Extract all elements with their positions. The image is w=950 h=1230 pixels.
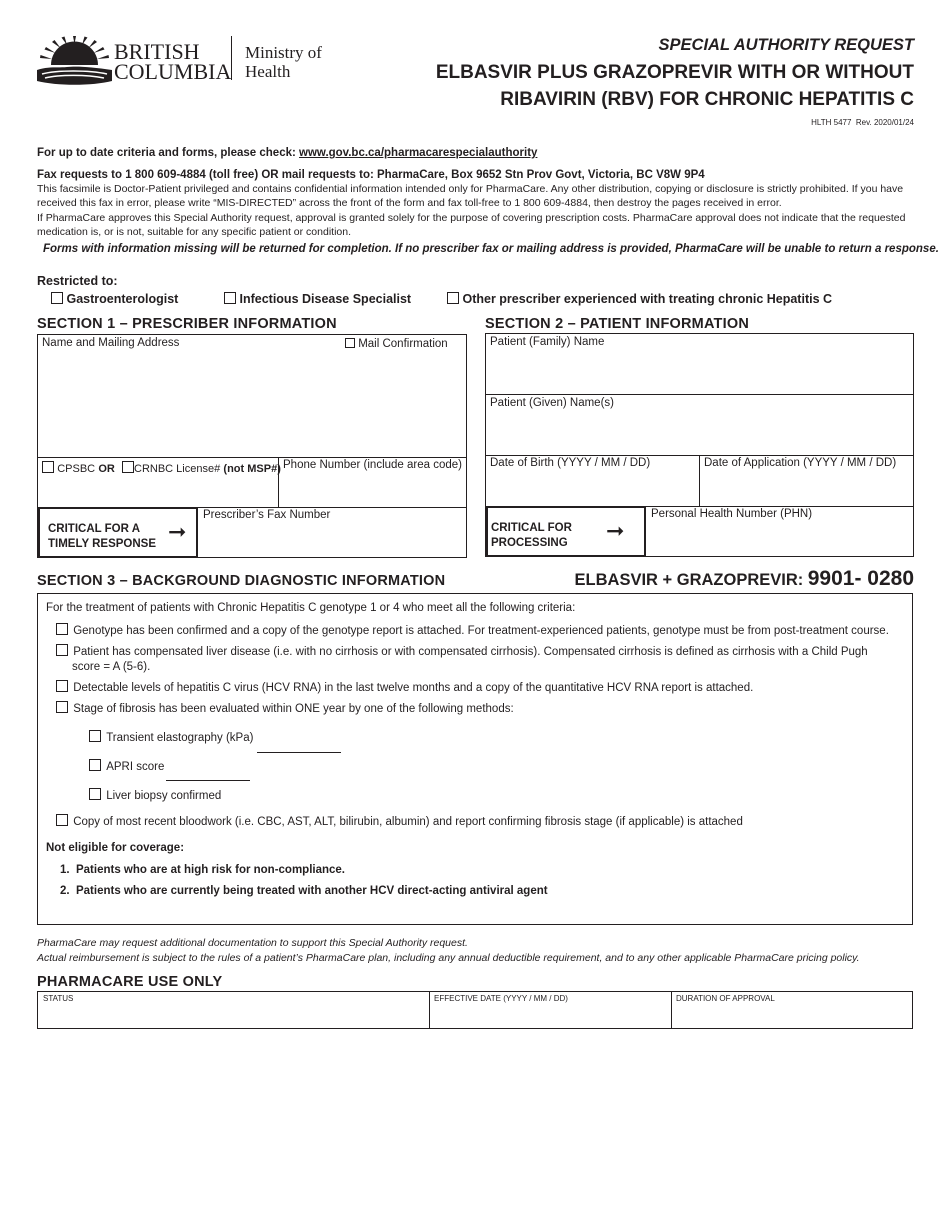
- section3-title: SECTION 3 – BACKGROUND DIAGNOSTIC INFORMATION: [37, 573, 446, 589]
- critical-processing: [486, 506, 646, 557]
- criterion-text-cont: score = A (5-6).: [72, 661, 151, 673]
- method-apri-score[interactable]: [89, 759, 164, 773]
- privacy-notice: [37, 183, 917, 210]
- criteria-link[interactable]: www.gov.bc.ca/pharmacarespecialauthority: [299, 147, 538, 159]
- duration-label: DURATION OF APPROVAL: [676, 994, 775, 1003]
- divider: [671, 992, 672, 1028]
- item-number: 2.: [60, 885, 70, 897]
- date-application-label: Date of Application (YYYY / MM / DD): [704, 457, 897, 469]
- criterion-text: Patient has compensated liver disease (i.e. with no cirrhosis or with compensated cirrhosis). Compensated cirrhosis is defined as cirrhosis with a Child Pugh: [73, 646, 868, 658]
- given-names-label: Patient (Given) Name(s): [490, 397, 614, 409]
- pharmacare-use-table: [37, 991, 913, 1029]
- criteria-intro: For the treatment of patients with Chronic Hepatitis C genotype 1 or 4 who meet all the following criteria:: [46, 602, 576, 614]
- criteria-prefix: For up to date criteria and forms, please check:: [37, 147, 296, 159]
- restricted-option-infectious-disease[interactable]: [224, 292, 411, 306]
- critical-line-1: CRITICAL FOR A: [48, 523, 140, 535]
- restricted-label: Restricted to:: [37, 274, 118, 288]
- drug-name: ELBASVIR + GRAZOPREVIR:: [574, 571, 804, 589]
- missing-info-warning: Forms with information missing will be returned for completion. If no prescriber fax or mailing address is provided, PharmaCare will be unable to return a response.: [43, 243, 939, 255]
- logo-divider: [231, 36, 232, 80]
- checkbox[interactable]: [56, 701, 68, 713]
- method-text: Transient elastography (kPa): [106, 732, 254, 744]
- form-number: HLTH 5477: [811, 118, 852, 127]
- status-label: STATUS: [43, 994, 74, 1003]
- item-text: Patients who are currently being treated with another HCV direct-acting antiviral agent: [75, 885, 548, 897]
- restricted-option-gastroenterologist[interactable]: [51, 292, 178, 306]
- checkbox[interactable]: [56, 814, 68, 826]
- form-title-line-1: ELBASVIR PLUS GRAZOPREVIR WITH OR WITHOUT: [435, 62, 914, 83]
- method-text: APRI score: [106, 761, 165, 773]
- critical-timely-response: [38, 507, 198, 558]
- family-name-label: Patient (Family) Name: [490, 336, 605, 348]
- not-eligible-item: [60, 885, 548, 897]
- drug-code-label: [575, 567, 914, 591]
- section2-title: SECTION 2 – PATIENT INFORMATION: [485, 316, 749, 332]
- criterion-liver-disease[interactable]: [56, 644, 906, 675]
- item-number: 1.: [60, 864, 70, 876]
- critical-line-2: TIMELY RESPONSE: [48, 538, 157, 550]
- criteria-line: [37, 147, 537, 159]
- arrow-right-icon: ➞: [168, 519, 187, 544]
- privacy-line-1: This facsimile is Doctor-Patient privileged and contains confidential information intended only for PharmaCare. Any other distribution, copying or disclosure is strictly prohibited. If you have: [37, 183, 904, 195]
- criterion-hcv-rna[interactable]: [56, 680, 753, 694]
- prescriber-fax-label: Prescriber’s Fax Number: [203, 509, 331, 521]
- dob-label: Date of Birth (YYYY / MM / DD): [490, 457, 651, 469]
- arrow-right-icon: ➞: [606, 518, 625, 543]
- cpsbc-checkbox[interactable]: [42, 461, 54, 473]
- apri-value-field[interactable]: [166, 780, 250, 781]
- privacy-line-2: received this fax in error, please write “MIS-DIRECTED” across the front of the form and fax toll-free to 1 800 609-4884, then destroy the pages received in error.: [37, 196, 782, 209]
- checkbox[interactable]: [89, 788, 101, 800]
- method-liver-biopsy[interactable]: [89, 788, 221, 802]
- ministry-line-2: Health: [245, 62, 291, 81]
- mail-confirmation-label: Mail Confirmation: [358, 338, 448, 350]
- section1-box: [37, 334, 467, 558]
- method-transient-elastography[interactable]: [89, 730, 253, 744]
- checkbox[interactable]: [56, 644, 68, 656]
- not-eligible-heading: Not eligible for coverage:: [46, 842, 185, 854]
- checkbox[interactable]: [56, 623, 68, 635]
- crnbc-checkbox[interactable]: [122, 461, 134, 473]
- checkbox[interactable]: [56, 680, 68, 692]
- approval-line-2: medication is, or is not, suitable for any specific patient or condition.: [37, 225, 351, 238]
- method-text: Liver biopsy confirmed: [106, 790, 222, 802]
- divider: [38, 457, 466, 458]
- not-msp-label: (not MSP#): [223, 463, 281, 475]
- section1-title: SECTION 1 – PRESCRIBER INFORMATION: [37, 316, 337, 332]
- criterion-genotype[interactable]: [56, 623, 889, 637]
- critical-line-1: CRITICAL FOR: [491, 522, 572, 534]
- criterion-fibrosis[interactable]: [56, 701, 514, 715]
- phone-label: Phone Number (include area code): [283, 459, 462, 471]
- critical-text: [491, 521, 572, 551]
- restricted-option-other-prescriber[interactable]: [447, 292, 832, 306]
- approval-notice: [37, 212, 917, 239]
- rising-sun-icon: [37, 36, 112, 88]
- cpsbc-label: CPSBC: [57, 463, 96, 475]
- divider: [429, 992, 430, 1028]
- divider: [486, 394, 913, 395]
- section2-box: [485, 333, 914, 557]
- criterion-text: Copy of most recent bloodwork (i.e. CBC, AST, ALT, bilirubin, albumin) and report confirming fibrosis stage (if applicable) is attached: [73, 816, 743, 828]
- checkbox[interactable]: [224, 292, 236, 304]
- ministry-line-1: Ministry of: [245, 43, 322, 62]
- divider: [699, 455, 700, 506]
- name-address-label: Name and Mailing Address: [42, 337, 180, 349]
- mail-confirmation[interactable]: [345, 338, 448, 350]
- pharmacare-use-only-title: PHARMACARE USE ONLY: [37, 974, 223, 990]
- checkbox[interactable]: [89, 730, 101, 742]
- form-title-line-2: RIBAVIRIN (RBV) FOR CHRONIC HEPATITIS C: [500, 89, 914, 110]
- option-label: Gastroenterologist: [66, 292, 179, 306]
- form-revision: [811, 118, 914, 127]
- section3-box: [37, 593, 913, 925]
- license-type: [42, 461, 281, 475]
- drug-code: 9901- 0280: [807, 567, 914, 590]
- or-label: OR: [98, 463, 115, 475]
- criterion-bloodwork[interactable]: [56, 814, 743, 828]
- form-kind: SPECIAL AUTHORITY REQUEST: [658, 36, 914, 54]
- form-title: [354, 59, 914, 113]
- bc-government-logo: [37, 36, 337, 88]
- footer-note-2: Actual reimbursement is subject to the rules of a patient’s PharmaCare plan, including any annual deductible requirement, and to any other applicable PharmaCare pricing policy.: [37, 951, 860, 964]
- fax-mail-instructions: Fax requests to 1 800 609-4884 (toll free) OR mail requests to: PharmaCare, Box 9652 Stn Prov Govt, Victoria, BC V8W 9P4: [37, 169, 705, 181]
- critical-text: [48, 522, 156, 552]
- footer-notes: [37, 936, 917, 965]
- critical-line-2: PROCESSING: [491, 537, 568, 549]
- footer-note-1: PharmaCare may request additional documentation to support this Special Authority request.: [37, 937, 468, 949]
- checkbox[interactable]: [345, 338, 355, 348]
- revision-date: Rev. 2020/01/24: [855, 118, 914, 127]
- elastography-value-field[interactable]: [257, 752, 341, 753]
- checkbox[interactable]: [51, 292, 63, 304]
- criterion-text: Stage of fibrosis has been evaluated within ONE year by one of the following methods:: [73, 703, 514, 715]
- approval-line-1: If PharmaCare approves this Special Authority request, approval is granted solely for the purpose of covering prescription costs. PharmaCare approval does not indicate that the requested: [37, 212, 906, 224]
- item-text: Patients who are at high risk for non-compliance.: [75, 864, 346, 876]
- name-address-field[interactable]: [42, 351, 462, 451]
- crnbc-label: CRNBC License#: [134, 463, 221, 475]
- logo-text-columbia: COLUMBIA: [114, 59, 232, 84]
- logo-text-british: BRITISH: [114, 39, 200, 64]
- criterion-text: Detectable levels of hepatitis C virus (HCV RNA) in the last twelve months and a copy of the quantitative HCV RNA report is attached.: [73, 682, 754, 694]
- checkbox[interactable]: [447, 292, 459, 304]
- option-label: Other prescriber experienced with treating chronic Hepatitis C: [462, 292, 833, 306]
- effective-date-label: EFFECTIVE DATE (YYYY / MM / DD): [434, 994, 568, 1003]
- criterion-text: Genotype has been confirmed and a copy of the genotype report is attached. For treatment-experienced patients, genotype must be from post-treatment course.: [73, 625, 889, 637]
- checkbox[interactable]: [89, 759, 101, 771]
- phn-label: Personal Health Number (PHN): [651, 508, 813, 520]
- not-eligible-item: [60, 864, 345, 876]
- option-label: Infectious Disease Specialist: [239, 292, 412, 306]
